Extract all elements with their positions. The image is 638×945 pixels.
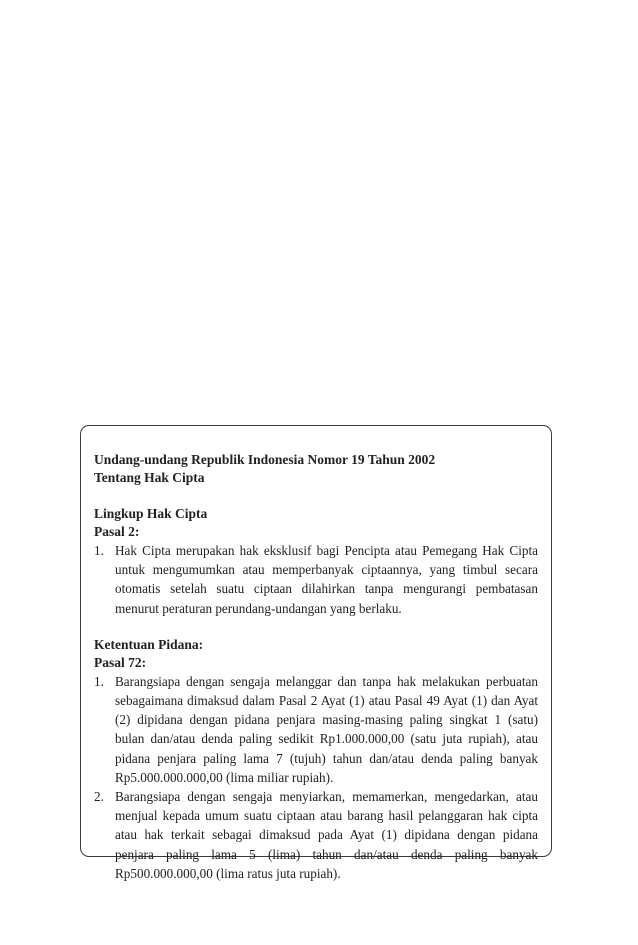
clause-number: 1. xyxy=(94,543,104,558)
pasal-72-heading: Pasal 72: xyxy=(94,654,147,670)
pasal-2-clauses xyxy=(94,541,538,618)
clause-text: Barangsiapa dengan sengaja melanggar dan tanpa hak melakukan perbuatan sebagaimana dimaksud dalam Pasal 2 Ayat (1) atau Pasal 49 Ayat (1) dan Ayat (2) dipidana dengan pidana penjara masing-masing paling singkat 1 (satu) bulan dan/atau denda paling sedikit Rp1.000.000,00 (satu juta rupiah), atau pidana penjara paling lama 7 (tujuh) tahun dan/atau denda paling banyak Rp5.000.000.000,00 (lima miliar rupiah). xyxy=(115,673,538,785)
section-title-scope: Lingkup Hak Cipta xyxy=(94,506,208,521)
law-title: Undang-undang Republik Indonesia Nomor 19 Tahun 2002 xyxy=(94,452,436,467)
copyright-notice-box xyxy=(80,425,552,881)
clause-number: 2. xyxy=(94,789,104,805)
pasal-72-clauses xyxy=(94,672,538,883)
clause-number: 1. xyxy=(94,673,104,689)
clause-item xyxy=(94,787,538,883)
clause-item xyxy=(94,541,538,618)
clause-text: Hak Cipta merupakan hak eksklusif bagi Pencipta atau Pemegang Hak Cipta untuk mengumumkan atau memperbanyak ciptaannya, yang timbul secara otomatis setelah suatu ciptaan dilahirkan tanpa mengurangi pembatasan menurut peraturan perundang-undangan yang berlaku. xyxy=(115,543,538,616)
law-subtitle: Tentang Hak Cipta xyxy=(94,470,205,485)
spacer xyxy=(94,618,538,636)
section-title-penalties: Ketentuan Pidana: xyxy=(94,636,204,652)
clause-item xyxy=(94,672,538,787)
pasal-2-heading: Pasal 2: xyxy=(94,524,140,539)
clause-text: Barangsiapa dengan sengaja menyiarkan, memamerkan, mengedarkan, atau menjual kepada umum suatu ciptaan atau barang hasil pelanggaran hak cipta atau hak terkait sebagai dimaksud pada Ayat (1) dipidana dengan pidana penjara paling lama 5 (lima) tahun dan/atau denda paling banyak Rp500.000.000,00 (lima ratus juta rupiah). xyxy=(115,789,538,881)
spacer xyxy=(94,487,538,505)
